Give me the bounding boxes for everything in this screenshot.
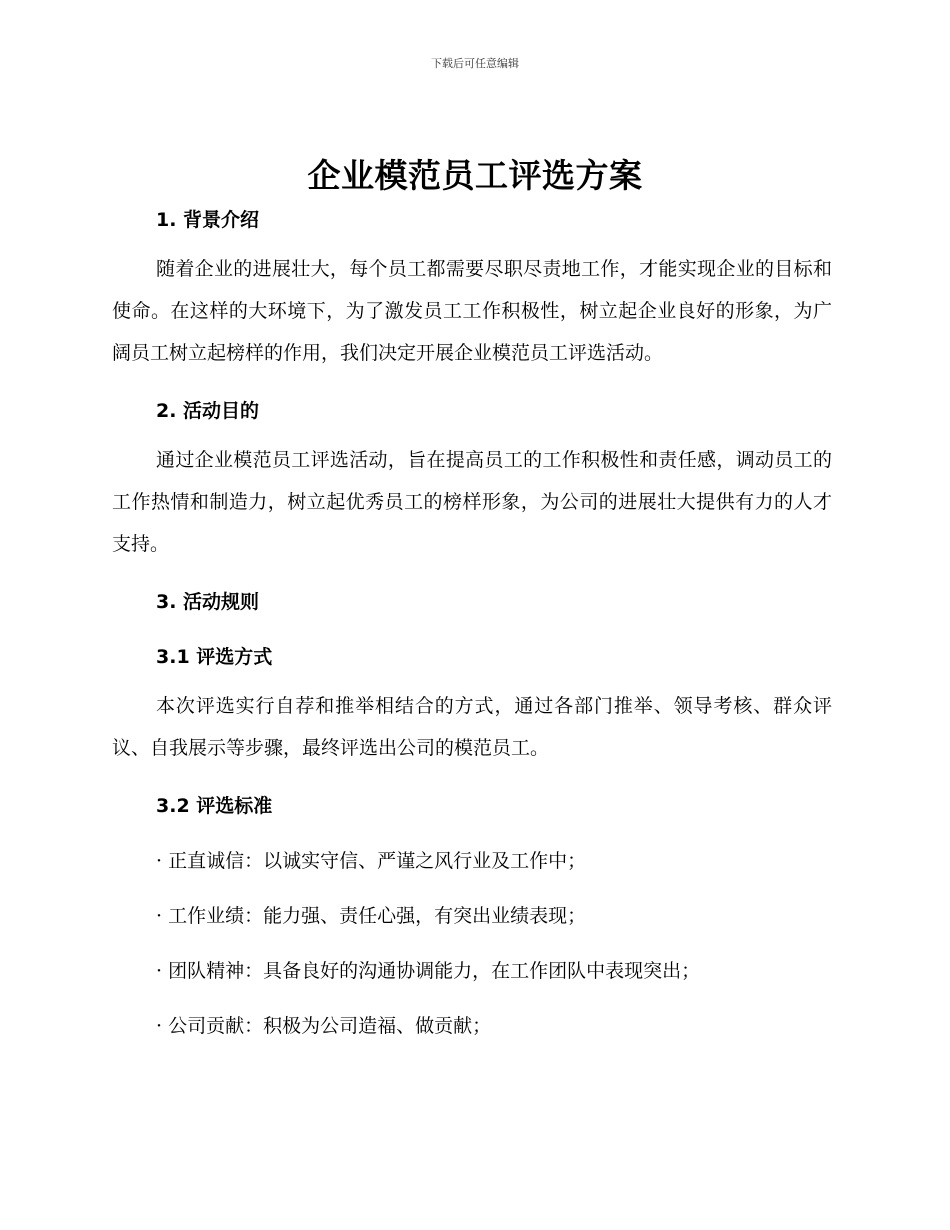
paragraph-background: 随着企业的进展壮大，每个员工都需要尽职尽责地工作，才能实现企业的目标和使命。在这样的大环境下，为了激发员工工作积极性，树立起企业良好的形象，为广阔员工树立起榜样的作用，我们决定开展企业模范员工评选活动。 <box>112 258 832 364</box>
paragraph-purpose: 通过企业模范员工评选活动，旨在提高员工的工作积极性和责任感，调动员工的工作热情和制造力，树立起优秀员工的榜样形象，为公司的进展壮大提供有力的人才支持。 <box>112 449 832 555</box>
section-heading-purpose: 2. 活动目的 <box>156 400 260 422</box>
subsection-heading-criteria: 3.2 评选标准 <box>156 795 273 817</box>
criteria-item: · 工作业绩：能力强、责任心强，有突出业绩表现； <box>156 905 587 927</box>
header-note: 下载后可任意编辑 <box>431 57 519 70</box>
paragraph-method: 本次评选实行自荐和推举相结合的方式，通过各部门推举、领导考核、群众评议、自我展示等步骤，最终评选出公司的模范员工。 <box>112 695 832 759</box>
section-heading-rules: 3. 活动规则 <box>156 591 260 613</box>
document-body <box>112 202 832 1044</box>
document-title: 企业模范员工评选方案 <box>307 156 643 195</box>
criteria-item: · 正直诚信：以诚实守信、严谨之风行业及工作中； <box>156 850 587 872</box>
subsection-heading-method: 3.1 评选方式 <box>156 646 273 668</box>
section-heading-background: 1. 背景介绍 <box>156 209 260 231</box>
criteria-item: · 公司贡献：积极为公司造福、做贡献； <box>156 1015 492 1037</box>
criteria-item: · 团队精神：具备良好的沟通协调能力，在工作团队中表现突出； <box>156 960 701 982</box>
